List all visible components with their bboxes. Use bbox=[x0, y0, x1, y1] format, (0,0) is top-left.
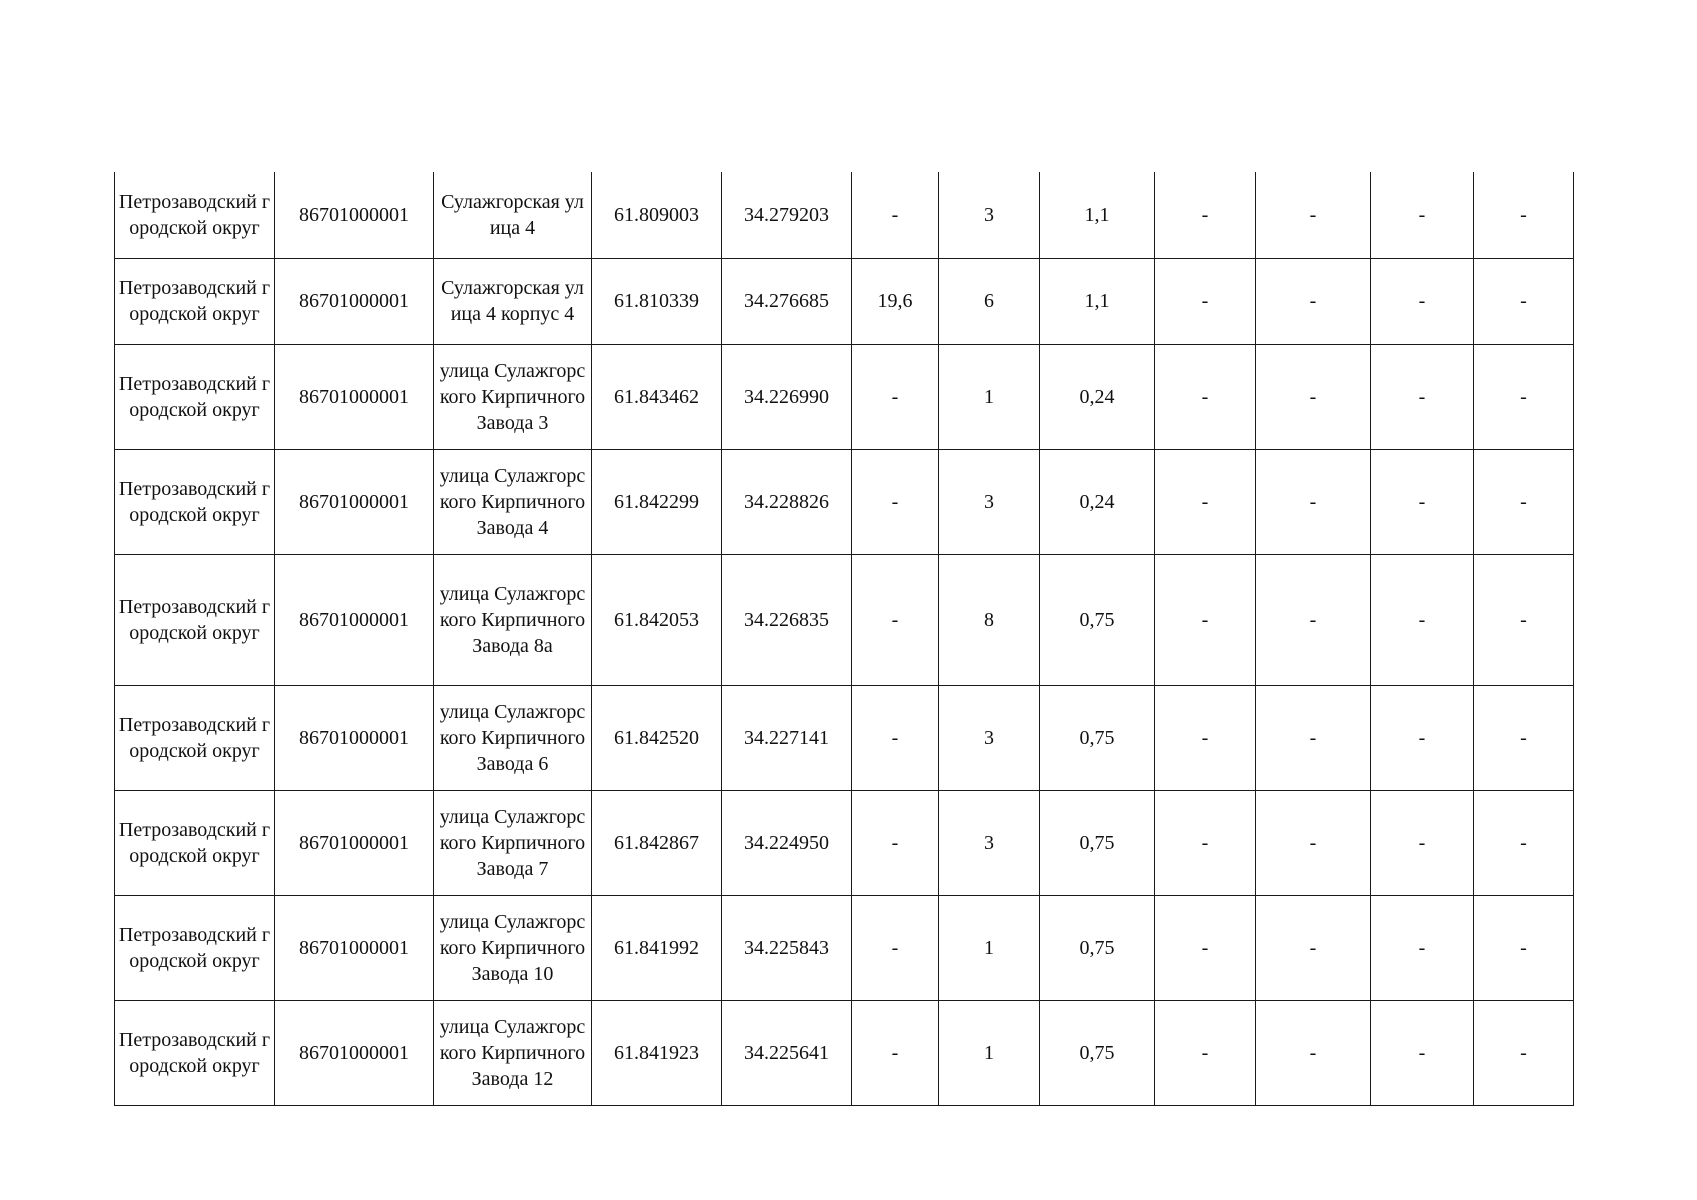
longitude-text: 34.224950 bbox=[744, 831, 829, 854]
value-cell-9 bbox=[1155, 554, 1256, 685]
latitude-text: 61.809003 bbox=[614, 203, 699, 226]
value-9-text: - bbox=[1201, 608, 1209, 631]
latitude-cell bbox=[592, 685, 722, 790]
value-cell-6 bbox=[852, 790, 939, 895]
value-cell-6 bbox=[852, 895, 939, 1000]
municipality-text: Петрозаводский городской округ bbox=[118, 1028, 271, 1077]
table-row bbox=[115, 790, 1574, 895]
address-text: улица Сулажгорского Кирпичного Завода 8а bbox=[439, 582, 586, 657]
municipality-cell bbox=[115, 895, 275, 1000]
value-11-text: - bbox=[1418, 290, 1426, 312]
municipality-text: Петрозаводский городской округ bbox=[118, 477, 271, 526]
value-cell-10 bbox=[1256, 685, 1371, 790]
value-cell-8 bbox=[1040, 895, 1155, 1000]
value-cell-7 bbox=[939, 685, 1040, 790]
address-text: улица Сулажгорского Кирпичного Завода 7 bbox=[439, 805, 586, 880]
address-cell bbox=[434, 258, 592, 344]
value-cell-12 bbox=[1474, 1000, 1574, 1105]
value-cell-8 bbox=[1040, 685, 1155, 790]
longitude-text: 34.228826 bbox=[744, 490, 829, 513]
oktmo-text: 86701000001 bbox=[299, 831, 409, 854]
longitude-cell bbox=[722, 790, 852, 895]
value-cell-8 bbox=[1040, 258, 1155, 344]
value-10-text: - bbox=[1309, 726, 1317, 749]
latitude-cell bbox=[592, 790, 722, 895]
longitude-text: 34.227141 bbox=[744, 726, 829, 749]
value-cell-6 bbox=[852, 554, 939, 685]
municipality-text: Петрозаводский городской округ bbox=[118, 372, 271, 421]
oktmo-cell bbox=[275, 449, 434, 554]
value-cell-10 bbox=[1256, 258, 1371, 344]
value-6-text: - bbox=[891, 608, 899, 631]
table-row bbox=[115, 895, 1574, 1000]
oktmo-cell bbox=[275, 1000, 434, 1105]
value-11-text: - bbox=[1418, 726, 1426, 749]
value-6-text: - bbox=[891, 203, 899, 226]
value-cell-12 bbox=[1474, 258, 1574, 344]
value-cell-9 bbox=[1155, 449, 1256, 554]
value-cell-10 bbox=[1256, 554, 1371, 685]
value-cell-9 bbox=[1155, 258, 1256, 344]
address-cell bbox=[434, 344, 592, 449]
value-10-text: - bbox=[1309, 831, 1317, 854]
value-cell-7 bbox=[939, 258, 1040, 344]
value-8-text: 1,1 bbox=[1084, 290, 1110, 312]
value-6-text: - bbox=[891, 1041, 899, 1064]
value-10-text: - bbox=[1309, 1041, 1317, 1064]
longitude-cell bbox=[722, 554, 852, 685]
value-cell-11 bbox=[1371, 172, 1474, 258]
value-7-text: 1 bbox=[984, 385, 994, 408]
value-cell-11 bbox=[1371, 258, 1474, 344]
value-cell-8 bbox=[1040, 554, 1155, 685]
municipality-text: Петрозаводский городской округ bbox=[118, 818, 271, 867]
value-8-text: 0,75 bbox=[1079, 936, 1115, 959]
latitude-text: 61.842867 bbox=[614, 831, 699, 854]
value-cell-10 bbox=[1256, 172, 1371, 258]
value-10-text: - bbox=[1309, 203, 1317, 226]
value-cell-7 bbox=[939, 344, 1040, 449]
table-row bbox=[115, 258, 1574, 344]
table-row bbox=[115, 172, 1574, 258]
municipality-text: Петрозаводский городской округ bbox=[118, 190, 271, 239]
table-body bbox=[115, 172, 1574, 1105]
address-text: улица Сулажгорского Кирпичного Завода 12 bbox=[439, 1015, 586, 1090]
value-cell-7 bbox=[939, 790, 1040, 895]
oktmo-cell bbox=[275, 344, 434, 449]
value-11-text: - bbox=[1418, 608, 1426, 631]
longitude-text: 34.226990 bbox=[744, 385, 829, 408]
longitude-cell bbox=[722, 344, 852, 449]
value-cell-8 bbox=[1040, 344, 1155, 449]
municipality-cell bbox=[115, 554, 275, 685]
longitude-cell bbox=[722, 258, 852, 344]
value-12-text: - bbox=[1520, 936, 1527, 959]
value-9-text: - bbox=[1201, 203, 1209, 226]
table-row bbox=[115, 344, 1574, 449]
value-6-text: - bbox=[891, 936, 899, 959]
oktmo-text: 86701000001 bbox=[299, 490, 409, 513]
value-cell-9 bbox=[1155, 172, 1256, 258]
longitude-text: 34.226835 bbox=[744, 608, 829, 631]
table-row bbox=[115, 685, 1574, 790]
value-cell-11 bbox=[1371, 449, 1474, 554]
address-text: улица Сулажгорского Кирпичного Завода 10 bbox=[439, 910, 586, 985]
value-cell-10 bbox=[1256, 895, 1371, 1000]
value-cell-10 bbox=[1256, 344, 1371, 449]
latitude-text: 61.841992 bbox=[614, 936, 699, 959]
oktmo-cell bbox=[275, 554, 434, 685]
value-cell-12 bbox=[1474, 685, 1574, 790]
oktmo-text: 86701000001 bbox=[299, 608, 409, 631]
oktmo-text: 86701000001 bbox=[299, 290, 409, 312]
value-cell-7 bbox=[939, 554, 1040, 685]
value-7-text: 3 bbox=[984, 203, 994, 226]
longitude-cell bbox=[722, 895, 852, 1000]
value-7-text: 1 bbox=[984, 1041, 994, 1064]
value-cell-11 bbox=[1371, 685, 1474, 790]
latitude-text: 61.843462 bbox=[614, 385, 699, 408]
value-cell-9 bbox=[1155, 790, 1256, 895]
value-7-text: 3 bbox=[984, 490, 994, 513]
municipality-text: Петрозаводский городской округ bbox=[118, 923, 271, 972]
value-6-text: - bbox=[891, 385, 899, 408]
longitude-text: 34.225843 bbox=[744, 936, 829, 959]
latitude-cell bbox=[592, 258, 722, 344]
municipality-cell bbox=[115, 685, 275, 790]
value-9-text: - bbox=[1201, 936, 1209, 959]
value-cell-12 bbox=[1474, 449, 1574, 554]
value-12-text: - bbox=[1520, 290, 1527, 312]
value-cell-6 bbox=[852, 685, 939, 790]
latitude-text: 61.842520 bbox=[614, 726, 699, 749]
value-cell-8 bbox=[1040, 172, 1155, 258]
value-12-text: - bbox=[1520, 385, 1527, 408]
value-11-text: - bbox=[1418, 385, 1426, 408]
address-cell bbox=[434, 895, 592, 1000]
value-8-text: 1,1 bbox=[1084, 203, 1110, 226]
value-cell-6 bbox=[852, 1000, 939, 1105]
longitude-cell bbox=[722, 449, 852, 554]
value-cell-7 bbox=[939, 449, 1040, 554]
value-10-text: - bbox=[1309, 290, 1317, 312]
municipality-cell bbox=[115, 790, 275, 895]
latitude-text: 61.842053 bbox=[614, 608, 699, 631]
value-9-text: - bbox=[1201, 290, 1209, 312]
value-6-text: - bbox=[891, 831, 899, 854]
address-cell bbox=[434, 685, 592, 790]
value-8-text: 0,75 bbox=[1079, 726, 1115, 749]
value-9-text: - bbox=[1201, 726, 1209, 749]
value-cell-9 bbox=[1155, 1000, 1256, 1105]
value-cell-6 bbox=[852, 344, 939, 449]
value-11-text: - bbox=[1418, 936, 1426, 959]
oktmo-text: 86701000001 bbox=[299, 726, 409, 749]
value-cell-11 bbox=[1371, 1000, 1474, 1105]
municipality-text: Петрозаводский городской округ bbox=[118, 595, 271, 644]
value-cell-8 bbox=[1040, 449, 1155, 554]
value-9-text: - bbox=[1201, 385, 1209, 408]
value-cell-12 bbox=[1474, 172, 1574, 258]
address-text: улица Сулажгорского Кирпичного Завода 3 bbox=[439, 359, 586, 434]
address-cell bbox=[434, 449, 592, 554]
longitude-text: 34.279203 bbox=[744, 203, 829, 226]
value-cell-7 bbox=[939, 1000, 1040, 1105]
data-table bbox=[114, 172, 1574, 1106]
latitude-text: 61.810339 bbox=[614, 290, 699, 312]
longitude-text: 34.225641 bbox=[744, 1041, 829, 1064]
value-12-text: - bbox=[1520, 831, 1527, 854]
municipality-cell bbox=[115, 258, 275, 344]
value-cell-9 bbox=[1155, 895, 1256, 1000]
oktmo-cell bbox=[275, 172, 434, 258]
address-text: Сулажгорская улица 4 корпус 4 bbox=[441, 277, 584, 325]
oktmo-text: 86701000001 bbox=[299, 1041, 409, 1064]
value-cell-12 bbox=[1474, 895, 1574, 1000]
latitude-cell bbox=[592, 895, 722, 1000]
municipality-cell bbox=[115, 449, 275, 554]
value-cell-12 bbox=[1474, 790, 1574, 895]
longitude-cell bbox=[722, 685, 852, 790]
value-cell-8 bbox=[1040, 1000, 1155, 1105]
latitude-cell bbox=[592, 1000, 722, 1105]
oktmo-cell bbox=[275, 258, 434, 344]
value-cell-6 bbox=[852, 172, 939, 258]
address-cell bbox=[434, 172, 592, 258]
value-cell-10 bbox=[1256, 449, 1371, 554]
value-9-text: - bbox=[1201, 831, 1209, 854]
value-12-text: - bbox=[1520, 608, 1527, 631]
latitude-cell bbox=[592, 554, 722, 685]
table-row bbox=[115, 554, 1574, 685]
value-7-text: 3 bbox=[984, 726, 994, 749]
value-cell-9 bbox=[1155, 685, 1256, 790]
value-11-text: - bbox=[1418, 1041, 1426, 1064]
value-9-text: - bbox=[1201, 1041, 1209, 1064]
value-cell-8 bbox=[1040, 790, 1155, 895]
value-10-text: - bbox=[1309, 490, 1317, 513]
value-cell-10 bbox=[1256, 790, 1371, 895]
oktmo-cell bbox=[275, 685, 434, 790]
value-8-text: 0,75 bbox=[1079, 831, 1115, 854]
value-cell-11 bbox=[1371, 344, 1474, 449]
municipality-text: Петрозаводский городской округ bbox=[118, 713, 271, 762]
value-8-text: 0,24 bbox=[1079, 385, 1115, 408]
value-8-text: 0,24 bbox=[1079, 490, 1115, 513]
value-cell-7 bbox=[939, 172, 1040, 258]
value-7-text: 8 bbox=[984, 608, 994, 631]
municipality-cell bbox=[115, 1000, 275, 1105]
value-cell-10 bbox=[1256, 1000, 1371, 1105]
value-6-text: - bbox=[891, 726, 899, 749]
value-7-text: 3 bbox=[984, 831, 994, 854]
value-cell-7 bbox=[939, 895, 1040, 1000]
latitude-text: 61.841923 bbox=[614, 1041, 699, 1064]
value-cell-9 bbox=[1155, 344, 1256, 449]
value-cell-11 bbox=[1371, 554, 1474, 685]
longitude-cell bbox=[722, 1000, 852, 1105]
oktmo-cell bbox=[275, 790, 434, 895]
address-text: улица Сулажгорского Кирпичного Завода 4 bbox=[439, 464, 586, 539]
address-text: Сулажгорская улица 4 bbox=[441, 190, 584, 239]
value-6-text: 19,6 bbox=[877, 290, 913, 312]
value-7-text: 6 bbox=[984, 290, 994, 312]
value-10-text: - bbox=[1309, 936, 1317, 959]
value-cell-6 bbox=[852, 258, 939, 344]
municipality-cell bbox=[115, 344, 275, 449]
value-12-text: - bbox=[1520, 726, 1527, 749]
value-7-text: 1 bbox=[984, 936, 994, 959]
address-text: улица Сулажгорского Кирпичного Завода 6 bbox=[439, 700, 586, 775]
value-12-text: - bbox=[1520, 203, 1527, 226]
value-10-text: - bbox=[1309, 608, 1317, 631]
value-11-text: - bbox=[1418, 203, 1426, 226]
value-9-text: - bbox=[1201, 490, 1209, 513]
latitude-cell bbox=[592, 172, 722, 258]
value-cell-11 bbox=[1371, 895, 1474, 1000]
latitude-cell bbox=[592, 449, 722, 554]
address-cell bbox=[434, 790, 592, 895]
value-cell-12 bbox=[1474, 344, 1574, 449]
latitude-text: 61.842299 bbox=[614, 490, 699, 513]
value-8-text: 0,75 bbox=[1079, 608, 1115, 631]
value-8-text: 0,75 bbox=[1079, 1041, 1115, 1064]
oktmo-text: 86701000001 bbox=[299, 203, 409, 226]
value-12-text: - bbox=[1520, 1041, 1527, 1064]
value-cell-11 bbox=[1371, 790, 1474, 895]
municipality-text: Петрозаводский городской округ bbox=[118, 277, 271, 325]
longitude-text: 34.276685 bbox=[744, 290, 829, 312]
latitude-cell bbox=[592, 344, 722, 449]
municipality-cell bbox=[115, 172, 275, 258]
oktmo-text: 86701000001 bbox=[299, 385, 409, 408]
oktmo-cell bbox=[275, 895, 434, 1000]
value-12-text: - bbox=[1520, 490, 1527, 513]
address-cell bbox=[434, 1000, 592, 1105]
oktmo-text: 86701000001 bbox=[299, 936, 409, 959]
table-row bbox=[115, 1000, 1574, 1105]
value-11-text: - bbox=[1418, 831, 1426, 854]
value-6-text: - bbox=[891, 490, 899, 513]
address-cell bbox=[434, 554, 592, 685]
value-cell-12 bbox=[1474, 554, 1574, 685]
value-11-text: - bbox=[1418, 490, 1426, 513]
value-10-text: - bbox=[1309, 385, 1317, 408]
longitude-cell bbox=[722, 172, 852, 258]
value-cell-6 bbox=[852, 449, 939, 554]
table-row bbox=[115, 449, 1574, 554]
